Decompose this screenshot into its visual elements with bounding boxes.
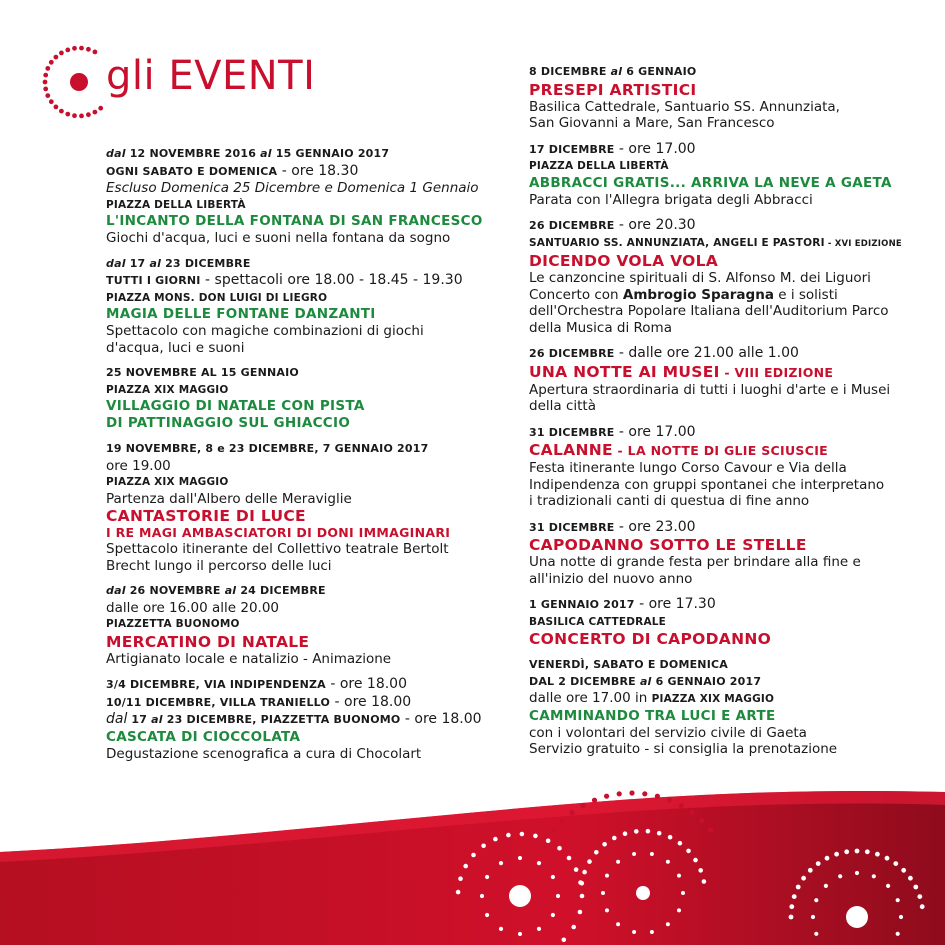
event-date: DAL 2 DICEMBRE al 6 GENNAIO 2017 (529, 674, 762, 688)
event-place: PIAZZA XIX MAGGIO (106, 383, 229, 396)
light-dot-icon (678, 841, 683, 846)
event-title: CONCERTO DI CAPODANNO (529, 630, 772, 648)
event-date: 8 DICEMBRE al 6 GENNAIO (529, 65, 697, 78)
light-dot-icon (834, 852, 839, 857)
event-title: MERCATINO DI NATALE (106, 632, 310, 651)
light-dot-icon (875, 852, 880, 857)
event-description: Una notte di grande festa per brindare alla fine e (529, 554, 861, 570)
event-dicendo-vola (529, 217, 929, 336)
light-dot-icon (605, 908, 609, 912)
light-dot-icon (556, 894, 560, 898)
light-dot-icon (844, 849, 849, 854)
light-dot-icon (485, 875, 489, 879)
light-dot-icon (632, 930, 636, 934)
event-intro: Partenza dall'Albero delle Meraviglie (106, 490, 352, 507)
light-dot-icon (560, 818, 565, 823)
light-dot-icon (458, 876, 463, 881)
light-dot-icon (646, 829, 651, 834)
event-date: dal 12 NOVEMBRE 2016 al 15 GENNAIO 2017 (106, 147, 390, 160)
light-dot-icon (686, 849, 691, 854)
event-title: UNA NOTTE AI MUSEI - VIII EDIZIONE (529, 362, 834, 381)
light-dot-icon (463, 864, 468, 869)
event-fontana-san-francesco (106, 146, 506, 247)
event-description: i tradizionali canti di questua di fine anno (529, 493, 810, 509)
event-place: PIAZZA MONS. DON LUIGI DI LIEGRO (106, 291, 328, 304)
light-dot-icon (808, 868, 813, 873)
light-dot-icon (480, 894, 484, 898)
light-dot-icon (634, 829, 639, 834)
light-dot-icon (43, 87, 48, 92)
light-dot-icon (666, 922, 670, 926)
event-description: all'inizio del nuovo anno (529, 570, 693, 587)
light-dot-icon (43, 80, 48, 85)
light-dot-icon (79, 114, 84, 119)
light-dot-icon (855, 849, 860, 854)
light-dot-icon (537, 927, 541, 931)
light-dot-icon (896, 932, 900, 936)
event-description: Servizio gratuito - si consiglia la prenotazione (529, 741, 838, 757)
light-dot-icon (49, 99, 54, 104)
event-title: DICENDO VOLA VOLA (529, 252, 719, 270)
light-dot-icon (98, 106, 103, 111)
light-dot-icon (667, 798, 672, 803)
light-dot-icon (913, 885, 918, 890)
event-description: Concerto con Ambrogio Sparagna e i solisti (529, 286, 838, 303)
light-dot-icon (617, 791, 622, 796)
light-dot-icon (893, 861, 898, 866)
light-dot-icon (571, 925, 576, 930)
event-description: della Musica di Roma (529, 319, 672, 336)
light-dot-icon (708, 827, 713, 832)
event-description: San Giovanni a Mare, San Francesco (529, 115, 775, 131)
event-date: 25 NOVEMBRE AL 15 GENNAIO (106, 366, 299, 379)
light-dot-icon (824, 884, 828, 888)
light-center-dot-icon (636, 886, 650, 900)
light-dot-icon (601, 891, 605, 895)
light-dot-icon (689, 810, 694, 815)
event-camminando (529, 657, 929, 758)
light-dot-icon (814, 932, 818, 936)
light-dot-icon (920, 904, 925, 909)
event-schedule: OGNI SABATO E DOMENICA - ore 18.30 (106, 162, 359, 179)
light-dot-icon (650, 852, 654, 856)
event-title: MAGIA DELLE FONTANE DANZANTI (106, 306, 376, 322)
light-dot-icon (917, 894, 922, 899)
light-dot-icon (49, 60, 54, 65)
light-dot-icon (567, 856, 572, 861)
light-dot-icon (481, 844, 486, 849)
light-dot-icon (679, 803, 684, 808)
light-dot-icon (612, 836, 617, 841)
event-description: con i volontari del servizio civile di Gaeta (529, 724, 807, 741)
light-center-dot-icon (846, 906, 868, 928)
light-dot-icon (499, 927, 503, 931)
light-dot-icon (546, 839, 551, 844)
light-dot-icon (677, 908, 681, 912)
light-dot-icon (655, 794, 660, 799)
event-description: Degustazione scenografica a cura di Chocolart (106, 745, 422, 762)
light-dot-icon (54, 105, 59, 110)
event-time: dalle ore 16.00 alle 20.00 (106, 599, 280, 616)
light-center-dot-icon (509, 885, 531, 907)
light-dot-icon (493, 837, 498, 842)
light-dot-icon (54, 55, 59, 60)
event-title: PRESEPI ARTISTICI (529, 80, 697, 99)
event-time: dalle ore 17.00 in PIAZZA XIX MAGGIO (529, 690, 775, 706)
light-dot-icon (693, 858, 698, 863)
light-dot-icon (666, 860, 670, 864)
light-dot-icon (908, 876, 913, 881)
light-dot-icon (65, 48, 70, 53)
event-title: ABBRACCI GRATIS... ARRIVA LA NEVE A GAETA (529, 174, 892, 191)
light-dot-icon (885, 856, 890, 861)
light-dot-icon (518, 932, 522, 936)
event-description: Indipendenza con gruppi spontanei che interpretano (529, 476, 885, 493)
event-presepi (529, 64, 929, 132)
light-dot-icon (816, 861, 821, 866)
light-dot-icon (580, 894, 585, 899)
event-schedule: VENERDÌ, SABATO E DOMENICA (529, 658, 728, 671)
light-dot-icon (59, 51, 64, 56)
light-dot-icon (605, 874, 609, 878)
event-date: 19 NOVEMBRE, 8 e 23 DICEMBRE, 7 GENNAIO 2017 (106, 442, 429, 455)
light-dot-icon (616, 922, 620, 926)
events-column-left (106, 146, 506, 771)
light-dot-icon (642, 791, 647, 796)
event-title: CALANNE - LA NOTTE DI GLIE SCIUSCIE (529, 441, 828, 459)
event-title: CANTASTORIE DI LUCE (106, 507, 306, 525)
light-dot-icon (580, 881, 585, 886)
light-dot-icon (93, 50, 98, 55)
event-place: SANTUARIO SS. ANNUNZIATA, ANGELI E PASTORI - XVI EDIZIONE (529, 236, 902, 249)
light-dot-icon (537, 861, 541, 865)
light-dot-icon (562, 938, 567, 943)
event-place: BASILICA CATTEDRALE (529, 615, 667, 628)
light-dot-icon (677, 874, 681, 878)
event-title: L'INCANTO DELLA FONTANA DI SAN FRANCESCO (106, 213, 483, 229)
light-dot-icon (551, 827, 556, 832)
light-dot-icon (499, 861, 503, 865)
light-dot-icon (796, 885, 801, 890)
light-dot-icon (557, 846, 562, 851)
event-title: CASCATA DI CIOCCOLATA (106, 728, 301, 745)
light-dot-icon (825, 856, 830, 861)
event-description: Festa itinerante lungo Corso Cavour e Via della (529, 460, 847, 476)
light-dot-icon (698, 868, 703, 873)
light-dot-icon (872, 874, 876, 878)
event-description: Basilica Cattedrale, Santuario SS. Annunziata, (529, 98, 840, 115)
light-dot-icon (865, 849, 870, 854)
light-dot-icon (896, 898, 900, 902)
light-dot-icon (650, 930, 654, 934)
event-description: Brecht lungo il percorso delle luci (106, 557, 332, 574)
light-dot-icon (485, 913, 489, 917)
event-capodanno-stelle (529, 519, 929, 588)
light-dot-icon (811, 915, 815, 919)
event-date: 10/11 DICEMBRE, VILLA TRANIELLO - ore 18.00 (106, 693, 412, 710)
event-description: della città (529, 398, 596, 414)
light-dot-icon (86, 112, 91, 117)
light-dot-icon (594, 850, 599, 855)
logo-center-dot-icon (70, 73, 88, 91)
light-dot-icon (699, 818, 704, 823)
light-dot-icon (789, 904, 794, 909)
light-dot-icon (886, 884, 890, 888)
light-dot-icon (789, 915, 794, 920)
event-cantastorie (106, 441, 506, 574)
light-dot-icon (604, 794, 609, 799)
event-description: Spettacolo con magiche combinazioni di giochi (106, 323, 424, 339)
event-date: 26 DICEMBRE - ore 20.30 (529, 217, 696, 233)
light-dot-icon (65, 112, 70, 117)
light-dot-icon (45, 93, 50, 98)
event-place: PIAZZA XIX MAGGIO (106, 476, 229, 488)
event-date: 17 DICEMBRE - ore 17.00 (529, 140, 696, 157)
event-date: 31 DICEMBRE - ore 23.00 (529, 518, 696, 535)
event-date: dal 26 NOVEMBRE al 24 DICEMBRE (106, 584, 326, 597)
event-description: Le canzoncine spirituali di S. Alfonso M. dei Liguori (529, 270, 871, 286)
event-subtitle: I RE MAGI AMBASCIATORI DI DONI IMMAGINARI (106, 525, 451, 540)
light-dot-icon (792, 894, 797, 899)
event-date: 3/4 DICEMBRE, VIA INDIPENDENZA - ore 18.00 (106, 676, 407, 692)
light-dot-icon (901, 868, 906, 873)
event-date: 31 DICEMBRE - ore 17.00 (529, 423, 696, 440)
light-dot-icon (587, 859, 592, 864)
light-dot-icon (632, 852, 636, 856)
event-cioccolata (106, 676, 506, 762)
light-dot-icon (578, 910, 583, 915)
event-description: Apertura straordinaria di tutti i luoghi d'arte e i Musei (529, 381, 891, 398)
light-dot-icon (582, 870, 587, 875)
light-dot-icon (456, 890, 461, 895)
event-description: d'acqua, luci e suoni (106, 339, 245, 356)
light-dot-icon (580, 803, 585, 808)
light-dot-icon (551, 913, 555, 917)
light-dot-icon (801, 876, 806, 881)
event-date: 1 GENNAIO 2017 - ore 17.30 (529, 596, 716, 612)
event-villaggio-natale (106, 365, 506, 432)
event-mercatino (106, 583, 506, 667)
event-title: CAPODANNO SOTTO LE STELLE (529, 536, 807, 554)
light-dot-icon (574, 867, 579, 872)
event-time: ore 19.00 (106, 457, 171, 474)
light-dot-icon (592, 798, 597, 803)
light-dot-icon (93, 110, 98, 115)
events-column-right (529, 64, 929, 767)
light-dot-icon (629, 790, 634, 795)
event-date: dal 17 al 23 DICEMBRE (106, 256, 251, 270)
light-dot-icon (899, 915, 903, 919)
event-concerto-capodanno (529, 596, 929, 648)
event-title: VILLAGGIO DI NATALE CON PISTA (106, 398, 365, 414)
event-place: PIAZZA DELLA LIBERTÀ (106, 198, 246, 211)
event-place: PIAZZA DELLA LIBERTÀ (529, 160, 669, 172)
event-description: Spettacolo itinerante del Collettivo teatrale Bertolt (106, 541, 449, 557)
light-dot-icon (471, 853, 476, 858)
light-dot-icon (814, 898, 818, 902)
event-schedule: TUTTI I GIORNI - spettacoli ore 18.00 - 18.45 - 19.30 (106, 272, 463, 288)
event-title: CAMMINANDO TRA LUCI E ARTE (529, 707, 776, 724)
event-description: dell'Orchestra Popolare Italiana dell'Auditorium Parco (529, 303, 889, 319)
light-dot-icon (86, 47, 91, 52)
light-dot-icon (43, 73, 48, 78)
light-dot-icon (623, 831, 628, 836)
event-description: Artigianato locale e natalizio - Animazione (106, 650, 392, 667)
light-dot-icon (79, 46, 84, 51)
event-date: dal 17 al 23 DICEMBRE, PIAZZETTA BUONOMO - ore 18.00 (106, 711, 482, 727)
light-dot-icon (668, 835, 673, 840)
light-dot-icon (72, 113, 77, 118)
light-dot-icon (45, 66, 50, 71)
event-title: DI PATTINAGGIO SUL GHIACCIO (106, 415, 351, 431)
page-title: gli EVENTI (106, 53, 316, 99)
light-dot-icon (855, 871, 859, 875)
light-dot-icon (702, 879, 707, 884)
event-description: Giochi d'acqua, luci e suoni nella fontana da sogno (106, 230, 451, 246)
event-note: Escluso Domenica 25 Dicembre e Domenica 1 Gennaio (106, 180, 479, 196)
event-notte-musei (529, 345, 929, 415)
light-dot-icon (520, 832, 525, 837)
light-dot-icon (616, 860, 620, 864)
light-dot-icon (551, 875, 555, 879)
light-dot-icon (602, 842, 607, 847)
light-dot-icon (657, 831, 662, 836)
event-place: PIAZZETTA BUONOMO (106, 618, 240, 630)
light-dot-icon (681, 891, 685, 895)
light-dot-icon (533, 834, 538, 839)
event-date: 26 DICEMBRE - dalle ore 21.00 alle 1.00 (529, 345, 799, 361)
light-dot-icon (838, 874, 842, 878)
event-abbracci (529, 141, 929, 209)
light-dot-icon (518, 856, 522, 860)
event-fontane-danzanti (106, 256, 506, 357)
event-calanne (529, 424, 929, 510)
light-dot-icon (72, 46, 77, 51)
light-dot-icon (569, 810, 574, 815)
light-dot-icon (506, 833, 511, 838)
light-dot-icon (59, 109, 64, 114)
event-description: Parata con l'Allegra brigata degli Abbracci (529, 191, 813, 208)
